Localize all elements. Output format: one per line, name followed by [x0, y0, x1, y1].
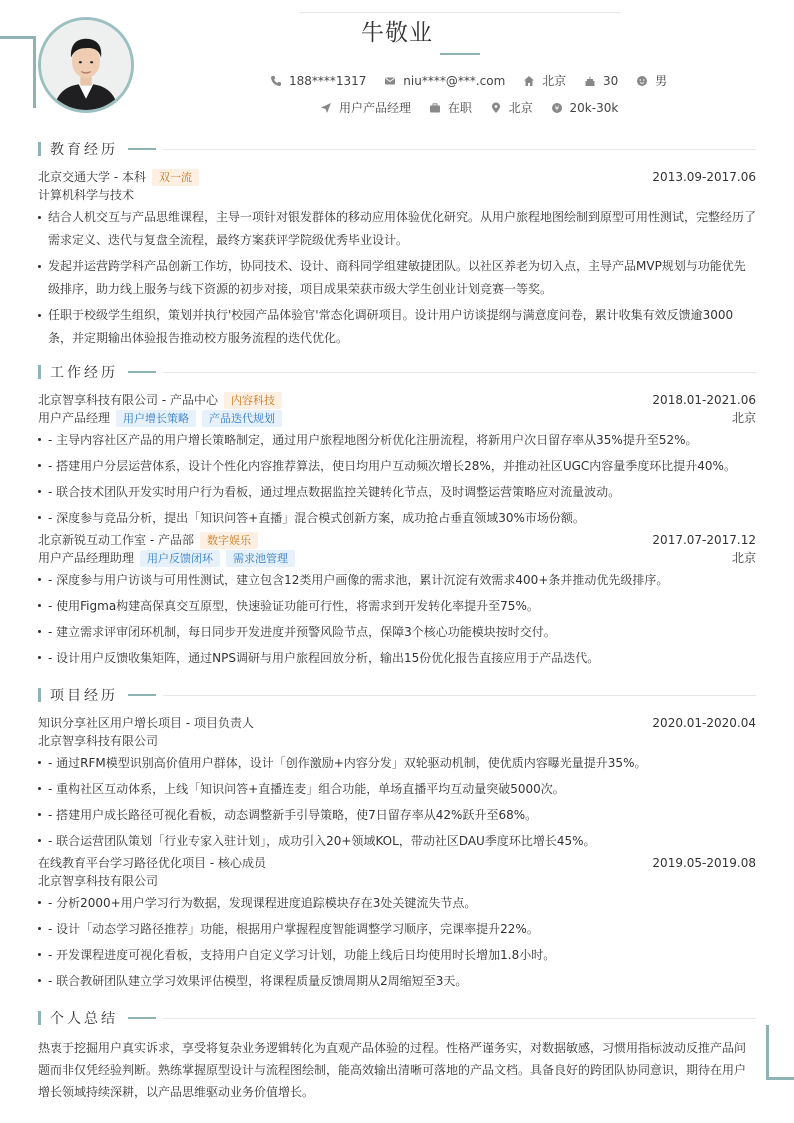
industry-tag: 数字娱乐: [200, 532, 258, 549]
list-item: - 建立需求评审闭环机制，每日同步开发进度并预警风险节点，保障3个核心功能模块按时交付。: [38, 619, 756, 645]
target-city-text: 北京: [508, 101, 533, 115]
section-rule: [163, 1018, 756, 1019]
project-bullets: [38, 890, 756, 994]
candidate-name: 牛敬业: [361, 20, 433, 46]
name-underline: [440, 53, 480, 55]
section-title-education: [38, 139, 156, 159]
list-item: - 开发课程进度可视化看板，支持用户自定义学习计划，功能上线后日均使用时长增加1.8小时。: [38, 942, 756, 968]
section-title-text: 项目经历: [50, 688, 118, 704]
email-text: niu****@***.com: [403, 73, 506, 88]
project-date: 2019.05-2019.08: [652, 856, 756, 870]
education-entry: [38, 168, 756, 353]
list-item: - 使用Figma构建高保真交互原型，快速验证功能可行性，将需求到开发转化率提升至75%。: [38, 593, 756, 619]
briefcase-icon: [429, 102, 441, 114]
send-icon: [320, 102, 332, 114]
industry-tag: 内容科技: [224, 392, 282, 409]
project-date: 2020.01-2020.04: [652, 716, 756, 730]
section-title-text: 教育经历: [50, 142, 118, 158]
project-bullets: [38, 750, 756, 854]
email-item: [384, 74, 505, 88]
list-item: - 搭建用户分层运营体系，设计个性化内容推荐算法，使日均用户互动频次增长28%，并推动社区UGC内容量季度环比提升40%。: [38, 453, 756, 479]
list-item: - 设计「动态学习路径推荐」功能，根据用户掌握程度智能调整学习顺序，完课率提升22%。: [38, 916, 756, 942]
location-item: [523, 72, 566, 89]
age-text: 30: [602, 73, 619, 88]
list-item: - 深度参与竞品分析，提出「知识问答+直播」混合模式创新方案，成功抢占垂直领域30%市场份额。: [38, 505, 756, 531]
location-text: 北京: [542, 74, 567, 88]
project-entry-2: [38, 854, 756, 994]
section-rule: [163, 149, 756, 150]
svg-text:¥: ¥: [554, 104, 559, 113]
role-text: 用户产品经理: [339, 101, 412, 115]
status-item: [429, 99, 472, 116]
cake-icon: [584, 75, 596, 87]
list-item: - 主导内容社区产品的用户增长策略制定，通过用户旅程地图分析优化注册流程，将新用户次日留存率从35%提升至52%。: [38, 427, 756, 453]
project-company: 北京智享科技有限公司: [38, 874, 159, 888]
list-item: - 设计用户反馈收集矩阵，通过NPS调研与用户旅程回放分析，输出15份优化报告直接应用于产品迭代。: [38, 645, 756, 671]
skill-tag: 用户增长策略: [116, 410, 196, 427]
phone-icon: [270, 75, 282, 87]
work-entry-1: [38, 391, 756, 531]
project-company: 北京智享科技有限公司: [38, 734, 159, 748]
project-entry-1: [38, 714, 756, 854]
salary-text: 20k-30k: [569, 100, 619, 115]
corner-decoration-bottom-right: [766, 1025, 794, 1080]
skill-tag: 需求池管理: [226, 550, 295, 567]
age-item: [584, 74, 618, 88]
list-item: - 联合技术团队开发实时用户行为看板，通过埋点数据监控关键转化节点，及时调整运营策略应对流量波动。: [38, 479, 756, 505]
list-item: - 联合运营团队策划「行业专家入驻计划」，成功引入20+领域KOL，带动社区DAU季度环比增长45%。: [38, 828, 756, 854]
list-item: 发起并运营跨学科产品创新工作坊，协同技术、设计、商科同学组建敏捷团队。以社区养老为切入点，主导产品MVP规划与功能优先级排序，助力线上服务与线下资源的初步对接，项目成果荣获市级大学生创业计划竞赛一等奖。: [38, 255, 756, 301]
section-rule: [163, 372, 756, 373]
list-item: - 深度参与用户访谈与可用性测试，建立包含12类用户画像的需求池，累计沉淀有效需求400+条并推动优先级排序。: [38, 567, 756, 593]
job-role: 用户产品经理: [38, 411, 111, 425]
mail-icon: [384, 75, 396, 87]
section-title-summary: [38, 1008, 156, 1028]
section-rule: [163, 695, 756, 696]
section-title-work: [38, 362, 156, 382]
project-title: 在线教育平台学习路径优化项目 - 核心成员: [38, 856, 266, 870]
company-name: 北京新锐互动工作室 - 产品部: [38, 533, 194, 547]
phone-item: [270, 74, 366, 88]
education-date: 2013.09-2017.06: [652, 170, 756, 184]
work-date: 2017.07-2017.12: [652, 533, 756, 547]
list-item: 任职于校级学生组织，策划并执行'校园产品体验官'常态化调研项目。设计用户访谈提纲与满意度问卷，累计收集有效反馈逾3000条，并定期输出体验报告推动校方服务流程的迭代优化。: [38, 304, 756, 350]
list-item: - 通过RFM模型识别高价值用户群体，设计「创作激励+内容分发」双轮驱动机制，使优质内容曝光量提升35%。: [38, 750, 756, 776]
company-name: 北京智享科技有限公司 - 产品中心: [38, 393, 218, 407]
skill-tag: 产品迭代规划: [202, 410, 282, 427]
intention-row: [320, 99, 632, 117]
school-tag: 双一流: [152, 169, 199, 186]
section-title-projects: [38, 685, 156, 705]
home-icon: [523, 75, 535, 87]
role-item: [320, 99, 411, 116]
section-title-text: 个人总结: [50, 1011, 118, 1027]
salary-item: [551, 101, 619, 115]
phone-text: 188****1317: [289, 73, 367, 88]
school-name: 北京交通大学 - 本科: [38, 170, 146, 184]
work-city: 北京: [731, 411, 756, 425]
summary-text: 热衷于挖掘用户真实诉求，享受将复杂业务逻辑转化为直观产品体验的过程。性格严谨务实，对数据敏感，习惯用指标波动反推产品问题而非仅凭经验判断。熟练掌握原型设计与流程图绘制，能高效输出清晰可落地的产品文档。具备良好的跨团队协同意识，期待在用户增长领域持续深耕，以产品思维驱动业务价值增长。: [38, 1041, 747, 1099]
project-title: 知识分享社区用户增长项目 - 项目负责人: [38, 716, 254, 730]
work-entry-2: [38, 531, 756, 671]
contact-row: [270, 72, 681, 90]
list-item: - 搭建用户成长路径可视化看板，动态调整新手引导策略，使7日留存率从42%跃升至68%。: [38, 802, 756, 828]
top-divider: [300, 12, 620, 13]
coin-icon: [551, 102, 563, 114]
list-item: - 重构社区互动体系，上线「知识问答+直播连麦」组合功能，单场直播平均互动量突破5000次。: [38, 776, 756, 802]
job-role: 用户产品经理助理: [38, 551, 135, 565]
gender-text: 男: [655, 74, 668, 88]
skill-tag: 用户反馈闭环: [140, 550, 220, 567]
status-text: 在职: [447, 101, 472, 115]
section-title-text: 工作经历: [50, 365, 118, 381]
education-bullets: [38, 206, 756, 350]
gender-item: [636, 72, 667, 89]
major: 计算机科学与技术: [38, 188, 135, 202]
list-item: - 分析2000+用户学习行为数据，发现课程进度追踪模块存在3处关键流失节点。: [38, 890, 756, 916]
list-item: - 联合教研团队建立学习效果评估模型，将课程质量反馈周期从2周缩短至3天。: [38, 968, 756, 994]
target-city-item: [490, 99, 533, 116]
work-city: 北京: [731, 551, 756, 565]
work-bullets: [38, 427, 756, 531]
work-bullets: [38, 567, 756, 671]
list-item: 结合人机交互与产品思维课程，主导一项针对银发群体的移动应用体验优化研究。从用户旅程地图绘制到原型可用性测试，完整经历了需求定义、迭代与复盘全流程，最终方案获评学院级优秀毕业设计。: [38, 206, 756, 252]
pin-icon: [490, 102, 502, 114]
face-icon: [636, 75, 648, 87]
work-date: 2018.01-2021.06: [652, 393, 756, 407]
